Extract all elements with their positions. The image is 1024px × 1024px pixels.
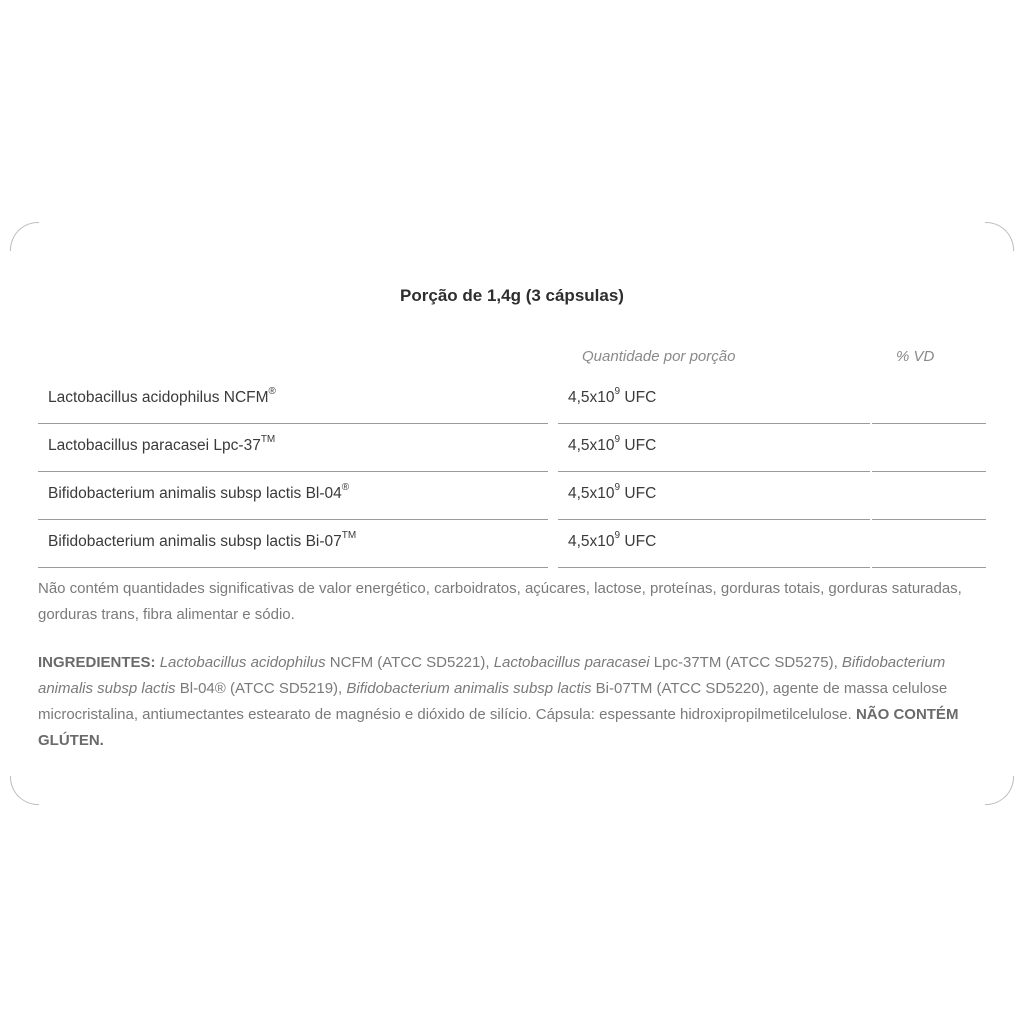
quantity-value: $4,5x10^9$ UFC xyxy=(568,385,657,406)
table-row xyxy=(38,424,986,472)
quantity-value: $4,5x10^9$ UFC xyxy=(568,433,657,454)
trademark-mark: ® xyxy=(341,481,350,493)
portion-title: Porção de 1,4g (3 cápsulas) xyxy=(400,286,624,305)
row-divider xyxy=(38,567,548,568)
trademark-mark: TM xyxy=(341,529,357,541)
trademark-mark: TM xyxy=(260,433,276,445)
frame-corner-bottom-left xyxy=(10,776,39,805)
frame-corner-top-left xyxy=(10,222,39,251)
ingredient-name: Bifidobacterium animalis subsp lactis Bi-07™ xyxy=(48,529,357,550)
trademark-mark: ® xyxy=(268,385,276,397)
ingredients-text: INGREDIENTES: Lactobacillus acidophilus NCFM (ATCC SD5221), Lactobacillus paracasei Lpc-37TM (ATCC SD5275), Bifidobacterium animalis subsp lactis Bl-04® (ATCC SD5219), Bifidobacterium animalis subsp lactis Bi-07TM (ATCC SD5220), agente de massa celulose microcristalina, antiumectantes estearato de magnésio e dióxido de silício. Cápsula: espessante hidroxipropilmetilcelulose. NÃO CONTÉM GLÚTEN. xyxy=(38,654,959,749)
row-divider xyxy=(558,567,870,568)
vd-header: % VD xyxy=(896,348,935,365)
gluten-free-statement: NÃO CONTÉM GLÚTEN. xyxy=(38,706,959,749)
row-divider xyxy=(872,567,986,568)
ingredients-label: INGREDIENTES: xyxy=(38,654,156,671)
quantity-value: $4,5x10^9$ UFC xyxy=(568,481,657,502)
ingredient-name: Lactobacillus paracasei Lpc-37™ xyxy=(48,433,276,454)
table-row xyxy=(38,376,986,424)
table-row xyxy=(38,520,986,568)
ingredient-name: Lactobacillus acidophilus NCFM® xyxy=(48,385,276,406)
ingredient-name: Bifidobacterium animalis subsp lactis Bl-04® xyxy=(48,481,350,502)
quantity-header: Quantidade por porção xyxy=(582,348,736,365)
nutrition-note: Não contém quantidades significativas de valor energético, carboidratos, açúcares, lactose, proteínas, gorduras totais, gorduras saturadas, gorduras trans, fibra alimentar e sódio. xyxy=(38,580,962,623)
frame-corner-bottom-right xyxy=(985,776,1014,805)
quantity-value: $4,5x10^9$ UFC xyxy=(568,529,657,550)
table-row xyxy=(38,472,986,520)
frame-corner-top-right xyxy=(985,222,1014,251)
